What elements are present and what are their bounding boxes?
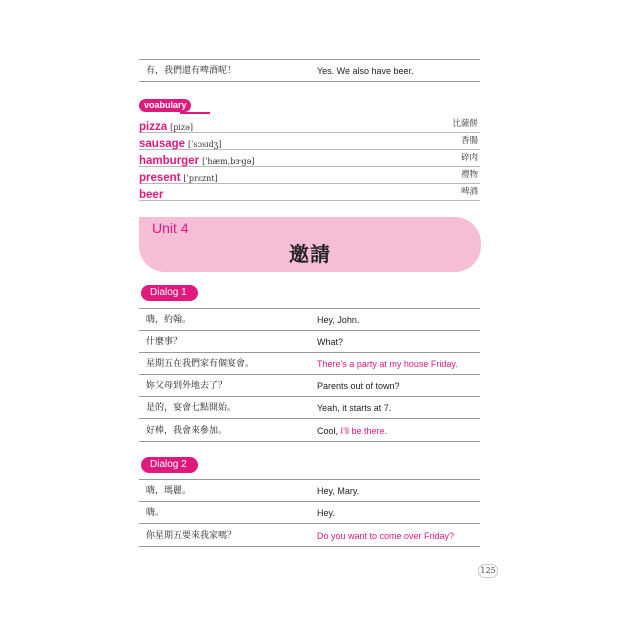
dialog-en xyxy=(317,309,359,331)
vocab-item xyxy=(139,150,480,167)
dialog-en xyxy=(317,397,391,419)
dialog-en-highlight: I’ll be there. xyxy=(340,426,388,436)
dialog-zh: 好棒，我會來參加。 xyxy=(146,426,228,436)
vocab-item xyxy=(139,133,480,150)
page-number: 125 xyxy=(478,564,498,578)
vocabulary-tag: voabulary xyxy=(139,99,191,112)
dialog-line xyxy=(139,397,480,419)
dialog-zh: 你星期五要來我家嗎？ xyxy=(146,531,237,541)
dialog-line xyxy=(139,309,480,331)
vocab-ipa: [ˈsɔsɪdʒ] xyxy=(188,140,222,149)
vocab-ipa: [ˈhæm,bɝgǝ] xyxy=(202,157,255,166)
dialog-en xyxy=(317,375,400,397)
dialog-line xyxy=(139,353,480,375)
dialog2-tag: Dialog 2 xyxy=(141,457,198,473)
dialog-zh: 什麼事？ xyxy=(146,337,183,347)
dialog-line xyxy=(139,420,480,442)
dialog-zh: 星期五在我們家有個宴會。 xyxy=(146,359,255,369)
dialog-line xyxy=(139,502,480,524)
vocab-word: sausage xyxy=(139,138,186,150)
dialog-zh: 嗨。 xyxy=(146,508,165,518)
vocab-zh: 啤酒 xyxy=(460,187,478,197)
dialog-en-text: Cool, xyxy=(317,426,341,436)
vocab-zh: 禮物 xyxy=(460,170,478,180)
dialog-en xyxy=(317,353,458,375)
vocab-item xyxy=(139,116,480,133)
dialog1-tag: Dialog 1 xyxy=(141,285,198,301)
dialog-en: Yes. We also have beer. xyxy=(317,66,414,76)
dialog-en-text: Parents out of town? xyxy=(317,381,400,391)
vocab-word: pizza xyxy=(139,121,168,133)
dialog-en-highlight: Do you want to come over Friday? xyxy=(317,531,455,541)
vocab-word: beer xyxy=(139,189,164,201)
dialog-zh: 妳父母到外地去了？ xyxy=(146,381,228,391)
vocab-item xyxy=(139,167,480,184)
vocab-zh: 碎肉 xyxy=(460,153,478,163)
dialog-line xyxy=(139,525,480,547)
vocab-word: present xyxy=(139,172,181,184)
dialog-zh: 嗨，瑪麗。 xyxy=(146,486,192,496)
vocab-zh: 比薩餅 xyxy=(452,119,478,129)
dialog-zh: 嗨，約翰。 xyxy=(146,315,192,325)
unit-label: Unit 4 xyxy=(152,220,189,236)
dialog-zh: 有，我們還有啤酒呢！ xyxy=(146,66,237,76)
dialog-en xyxy=(317,525,454,547)
dialog-line xyxy=(139,480,480,502)
vocab-word: hamburger xyxy=(139,155,200,167)
dialog-en-highlight: There’s a party at my house Friday. xyxy=(317,359,458,369)
dialog-en-text: What? xyxy=(317,337,344,347)
dialog-en-text: Yeah, it starts at 7. xyxy=(317,403,392,413)
dialog-en xyxy=(317,480,359,502)
dialog-en-text: Hey, John. xyxy=(317,315,360,325)
dialog-en-text: Hey. xyxy=(317,508,335,518)
dialog-en xyxy=(317,331,343,353)
vocab-zh: 香腸 xyxy=(460,136,478,146)
dialog-zh: 是的，宴會七點開始。 xyxy=(146,403,237,413)
dialog-line xyxy=(139,331,480,353)
dialog-en xyxy=(317,420,387,442)
vocab-item xyxy=(139,184,480,201)
top-dialog-row xyxy=(139,60,480,82)
vocabulary-underline xyxy=(180,112,210,114)
dialog-en-text: Hey, Mary. xyxy=(317,486,360,496)
dialog-line xyxy=(139,375,480,397)
vocab-ipa: [pizǝ] xyxy=(170,123,193,132)
unit-title: 邀請 xyxy=(289,242,331,266)
vocab-ipa: [ˈprɛznt] xyxy=(183,174,218,183)
dialog-en xyxy=(317,502,335,524)
